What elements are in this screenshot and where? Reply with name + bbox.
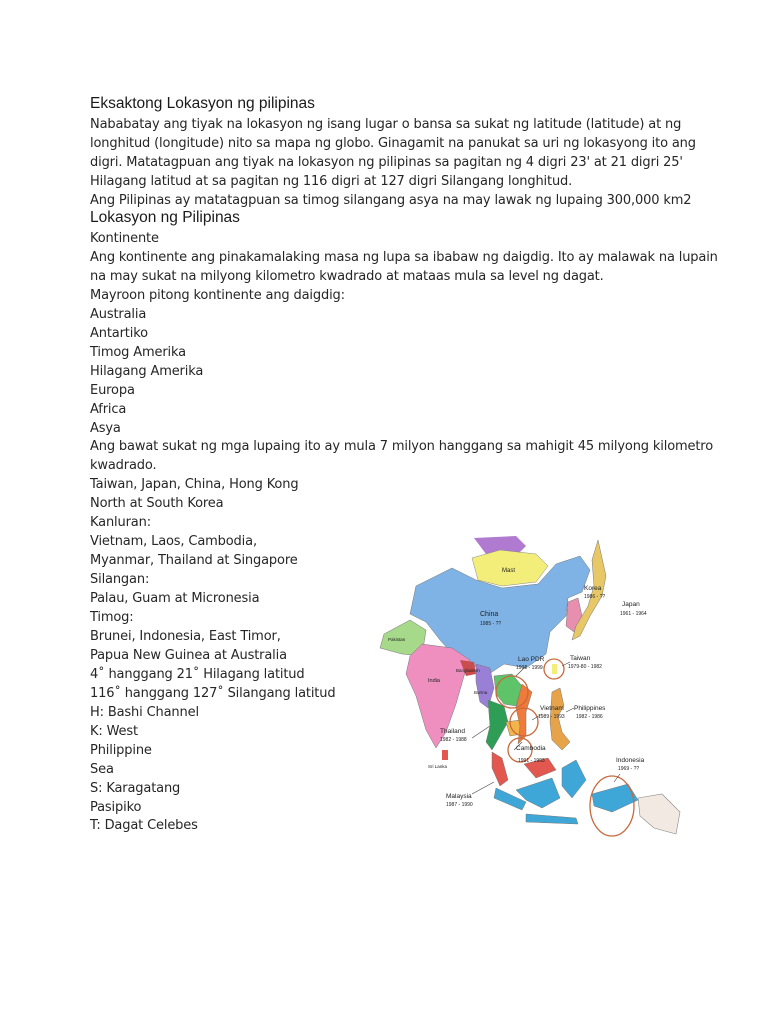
label-indonesia-year: 1969 - ?? [618,766,640,772]
label-thailand-year: 1982 - 1988 [440,737,467,743]
asia-map-figure [376,536,682,846]
body-text-line: Africa [90,401,127,417]
body-text-line: Asya [90,420,121,436]
body-text-line: Ang bawat sukat ng mga lupaing ito ay mula 7 milyon hanggang sa mahigit 45 milyong kilometro [90,439,714,455]
paragraph-line: Ang Pilipinas ay matatagpuan sa timog silangang asya na may lawak ng lupaing 300,000 km2 [90,193,692,208]
label-malaysia: Malaysia [446,793,472,800]
label-japan: Japan [622,601,640,608]
label-india: India [428,678,440,684]
heading-lokasyon-ng-pilipinas: Lokasyon ng Pilipinas [90,209,240,226]
label-cambodia-year: 1991 - 1993 [518,758,545,764]
paragraph-line: digri. Matatagpuan ang tiyak na lokasyon ng pilipinas sa pagitan ng 4 digri 23' at 21 digri 25' [90,155,683,170]
label-korea-year: 1986 - ?? [584,594,606,600]
body-text-line: Palau, Guam at Micronesia [90,591,260,607]
body-text-line: Kontinente [90,231,159,246]
paragraph-line: longhitud (longitude) nito sa mapa ng globo. Ginagamit na panukat sa uri ng lokasyong ito ang [90,136,696,151]
body-text-line: 116˚ hanggang 127˚ Silangang latitud [90,685,336,701]
label-indonesia: Indonesia [616,757,645,764]
indonesia-region [494,760,638,824]
body-text-line: Silangan: [90,572,150,588]
body-text-line: T: Dagat Celebes [90,818,198,834]
body-text-line: Mayroon pitong kontinente ang daigdig: [90,287,345,303]
body-text-line: Sea [90,761,114,777]
body-text-line: Antartiko [90,325,148,341]
label-taiwan: Taiwan [570,655,591,662]
label-burma: Burma [474,690,488,695]
label-china: China [480,611,499,618]
label-laos-year: 1992 - 1999 [516,665,543,671]
label-laos: Lao PDR [518,656,545,663]
label-cambodia: Cambodia [516,745,546,752]
label-srilanka: Sri Lanka [428,764,448,769]
body-text-line: Europa [90,382,135,398]
label-philippines-year: 1982 - 1986 [576,714,603,720]
papua-region [638,794,680,834]
label-thailand: Thailand [440,728,465,735]
body-text-line: Philippine [90,742,152,758]
body-text-line: North at South Korea [90,496,224,512]
body-text-line: Taiwan, Japan, China, Hong Kong [90,477,299,493]
body-text-line: Vietnam, Laos, Cambodia, [90,534,257,550]
body-text-line: Myanmar, Thailand at Singapore [90,553,298,569]
body-text-line: Brunei, Indonesia, East Timor, [90,628,281,644]
label-japan-year: 1961 - 1964 [620,611,647,617]
body-text-line: H: Bashi Channel [90,704,199,720]
label-vietnam: Vietnam [540,705,564,712]
body-text-line: Timog: [90,610,134,625]
body-text-line: Pasipiko [90,799,142,815]
label-malaysia-year: 1987 - 1990 [446,802,473,808]
paragraph-line: Hilagang latitud at sa pagitan ng 116 digri at 127 digri Silangang longhitud. [90,174,573,189]
body-text-line: na may sukat na milyong kilometro kwadrado at mataas mula sa level ng dagat. [90,268,604,284]
label-vietnam-year: 1989 - 1993 [538,714,565,720]
body-text-line: Papua New Guinea at Australia [90,647,287,663]
philippines-leader-line [566,708,574,712]
label-mongolia: Mast [502,568,516,574]
label-philippines: Philippines [574,705,606,712]
thailand-region [486,700,508,750]
heading-eksaktong-lokasyon: Eksaktong Lokasyon ng pilipinas [90,95,315,112]
malaysia-leader-line [472,782,494,794]
label-bangladesh: Bangladesh [456,668,480,673]
body-text-line: 4˚ hanggang 21˚ Hilagang latitud [90,666,305,682]
taiwan-region [552,664,557,674]
label-china-year: 1985 - ?? [480,621,502,627]
body-text-line: Kanluran: [90,515,151,531]
body-text-line: K: West [90,723,138,739]
body-text-line: Timog Amerika [90,344,186,360]
body-text-line: Ang kontinente ang pinakamalaking masa ng lupa sa ibabaw ng daigdig. Ito ay malawak na lupain [90,249,718,265]
label-korea: Korea [584,585,602,592]
body-text-line: Australia [90,306,147,322]
body-text-line: S: Karagatang [90,780,181,796]
label-pakistan: Pakistan [388,637,406,642]
label-taiwan-year: 1979-80 - 1982 [568,664,602,670]
body-text-line: Hilagang Amerika [90,363,204,379]
srilanka-region [442,750,448,760]
body-text-line: kwadrado. [90,458,157,474]
paragraph-line: Nababatay ang tiyak na lokasyon ng isang lugar o bansa sa sukat ng latitude (latitude) at ng [90,117,682,132]
